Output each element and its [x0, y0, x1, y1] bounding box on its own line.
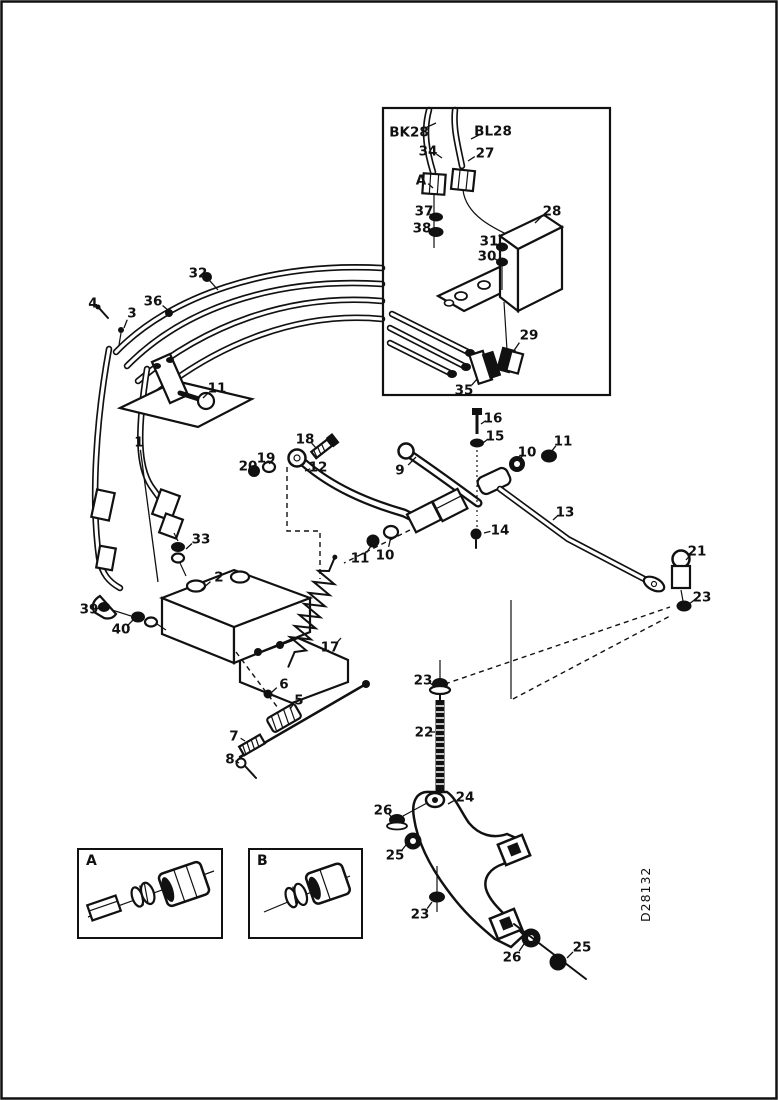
callout-1: 1	[134, 434, 144, 451]
callout-39: 39	[79, 601, 99, 618]
callout-8: 8	[225, 751, 235, 768]
callout-7: 7	[229, 728, 239, 745]
inset-box	[383, 108, 610, 395]
callout-35: 35	[454, 382, 474, 399]
callout-13: 13	[555, 504, 575, 521]
callout-23: 23	[692, 589, 712, 606]
callout-3: 3	[127, 305, 137, 322]
detail-box-b-label: B	[257, 853, 268, 869]
nut-11-left	[367, 535, 380, 548]
nut-23-right	[677, 601, 692, 612]
callout-32: 32	[188, 265, 208, 282]
detail-a-parts	[87, 861, 214, 921]
callout-19: 19	[256, 450, 276, 467]
bushing-25-left	[405, 833, 422, 850]
threaded-rod-22	[436, 700, 445, 792]
callout-27: 27	[475, 145, 495, 162]
leader-line-7	[241, 738, 245, 741]
callout-25: 25	[385, 847, 405, 864]
callout-26: 26	[502, 949, 522, 966]
callout-28: 28	[542, 203, 562, 220]
rod-13	[500, 489, 667, 594]
callout-29: 29	[519, 327, 539, 344]
callout-5: 5	[294, 692, 304, 709]
callout-24: 24	[455, 789, 475, 806]
callout-34: 34	[418, 143, 438, 160]
elbow-fitting-39	[93, 596, 131, 619]
callout-26: 26	[373, 802, 393, 819]
detail-box-a-label: A	[86, 853, 97, 869]
flange-nut-23-top	[430, 660, 450, 700]
callout-BL28: BL28	[474, 123, 512, 140]
lever-9	[399, 444, 479, 504]
hose-bundle-top-arcs	[116, 267, 382, 397]
callout-15: 15	[485, 428, 505, 445]
leader-line-14	[484, 531, 490, 533]
callout-23: 23	[410, 906, 430, 923]
callout-22: 22	[414, 724, 434, 741]
bolt-14	[471, 520, 482, 548]
callout-4: 4	[88, 295, 98, 312]
leader-line-27	[468, 157, 475, 161]
nut-11-right	[541, 450, 557, 463]
nut-40	[131, 612, 166, 631]
callout-30: 30	[477, 248, 497, 265]
inset-lower-hoses	[390, 314, 475, 378]
callout-11: 11	[350, 550, 370, 567]
callout-6: 6	[279, 676, 289, 693]
inset-clamp-35	[469, 348, 501, 384]
callout-17: 17	[320, 639, 340, 656]
valve-assembly-2	[162, 570, 348, 703]
callout-21: 21	[687, 543, 707, 560]
callout-20: 20	[238, 458, 258, 475]
callout-18: 18	[295, 431, 315, 448]
callout-37: 37	[414, 203, 434, 220]
inset-clamp-29	[496, 347, 523, 376]
callout-12: 12	[308, 459, 328, 476]
callout-38: 38	[412, 220, 432, 237]
callout-BK28: BK28	[389, 124, 429, 141]
callout-10: 10	[375, 547, 395, 564]
callout-A: A	[415, 172, 427, 189]
drawing-number: D28132	[638, 866, 653, 922]
callout-2: 2	[214, 569, 224, 586]
callout-10: 10	[517, 444, 537, 461]
callout-40: 40	[111, 621, 131, 638]
callout-36: 36	[143, 293, 163, 310]
callout-16: 16	[483, 410, 503, 427]
callout-11: 11	[207, 380, 227, 397]
inset-bracket-28	[438, 215, 562, 350]
detail-b-parts	[264, 862, 351, 912]
bellcrank-bracket-24	[410, 789, 530, 947]
callout-14: 14	[490, 522, 510, 539]
leader-line-29	[513, 343, 519, 352]
callout-23: 23	[413, 672, 433, 689]
washer-10-left	[384, 526, 398, 538]
callout-31: 31	[479, 233, 499, 250]
callout-9: 9	[395, 462, 405, 479]
callout-11: 11	[553, 433, 573, 450]
callout-33: 33	[191, 531, 211, 548]
callout-25: 25	[572, 939, 592, 956]
fitting-33	[171, 533, 186, 576]
